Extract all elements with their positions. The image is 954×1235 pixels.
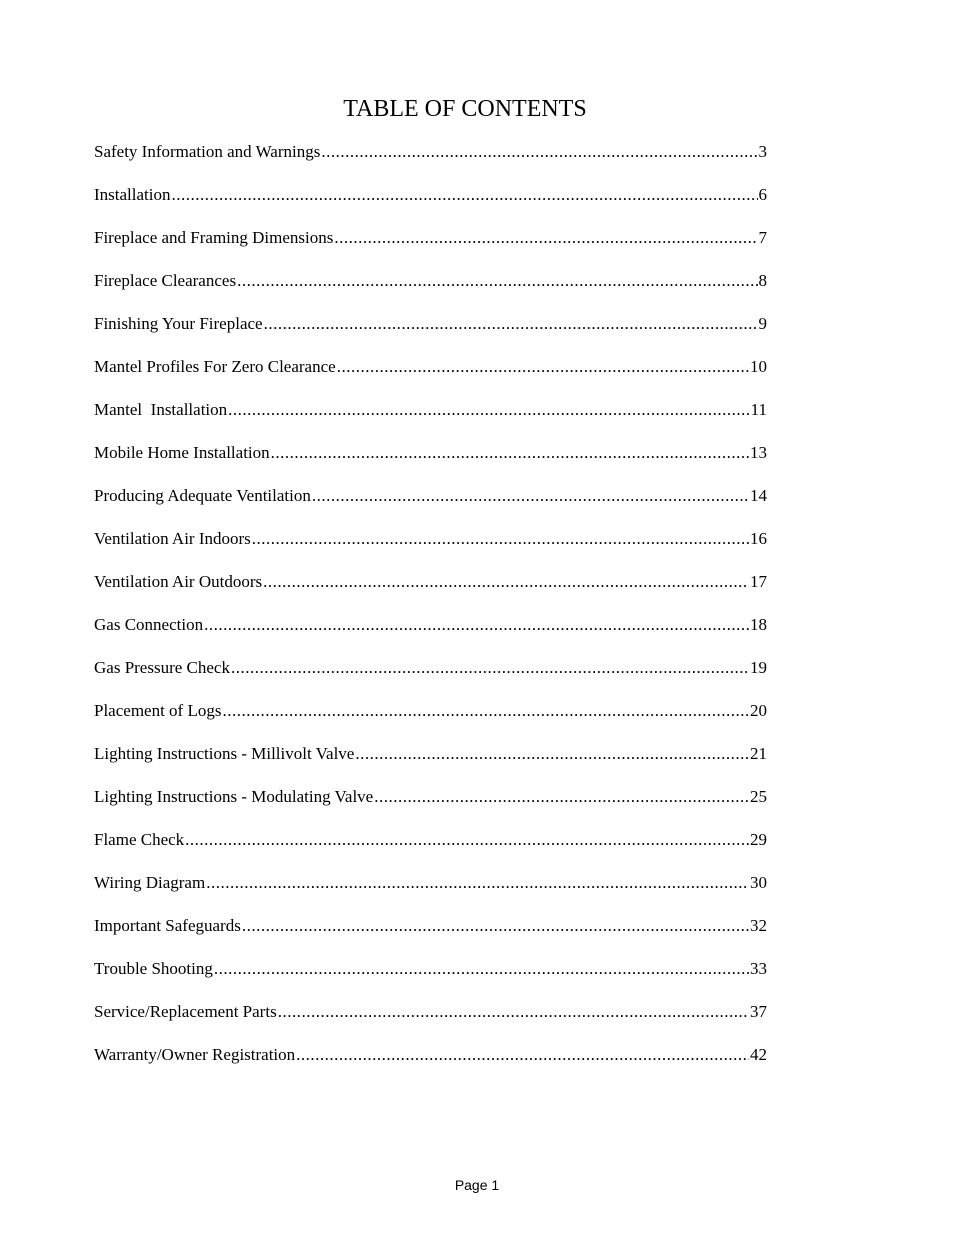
toc-entry-title: Fireplace Clearances [94, 271, 237, 290]
toc-dot-leader [334, 226, 757, 250]
toc-dot-leader [264, 312, 758, 336]
toc-entry[interactable] [94, 312, 767, 355]
page-number-footer: Page 1 [454, 1177, 500, 1193]
toc-dot-leader [355, 742, 749, 766]
toc-entry[interactable] [94, 742, 767, 785]
toc-entry-title: Mantel Profiles For Zero Clearance [94, 357, 336, 376]
toc-entry-title: Safety Information and Warnings [94, 142, 321, 161]
toc-entry[interactable] [94, 613, 767, 656]
toc-entry-title: Warranty/Owner Registration [94, 1045, 296, 1064]
toc-entry[interactable] [94, 398, 767, 441]
toc-entry-page: 14 [750, 486, 767, 505]
toc-entry[interactable] [94, 656, 767, 699]
toc-entry-page: 10 [750, 357, 767, 376]
toc-entry-title: Mobile Home Installation [94, 443, 270, 462]
toc-entry-page: 19 [750, 658, 767, 677]
toc-entry[interactable] [94, 269, 767, 312]
toc-entry-page: 25 [750, 787, 767, 806]
toc-entry-title: Service/Replacement Parts [94, 1002, 277, 1021]
toc-entry[interactable] [94, 527, 767, 570]
toc-dot-leader [278, 1000, 749, 1024]
toc-entry[interactable] [94, 1043, 767, 1086]
toc-dot-leader [206, 871, 749, 895]
toc-entry-page: 33 [750, 959, 767, 978]
toc-dot-leader [214, 957, 749, 981]
toc-entry[interactable] [94, 957, 767, 1000]
toc-entry-page: 11 [750, 400, 767, 419]
toc-dot-leader [185, 828, 749, 852]
toc-entry[interactable] [94, 441, 767, 484]
toc-dot-leader [263, 570, 749, 594]
toc-entry[interactable] [94, 140, 767, 183]
toc-entry-title: Fireplace and Framing Dimensions [94, 228, 334, 247]
toc-entry-page: 3 [758, 142, 767, 161]
table-of-contents [94, 140, 767, 1086]
toc-dot-leader [271, 441, 749, 465]
toc-dot-leader [252, 527, 749, 551]
toc-entry[interactable] [94, 914, 767, 957]
toc-entry-page: 30 [750, 873, 767, 892]
toc-dot-leader [237, 269, 757, 293]
toc-dot-leader [242, 914, 749, 938]
toc-entry-title: Flame Check [94, 830, 185, 849]
toc-entry-page: 16 [750, 529, 767, 548]
toc-dot-leader [222, 699, 749, 723]
toc-entry[interactable] [94, 484, 767, 527]
toc-entry-page: 18 [750, 615, 767, 634]
toc-entry[interactable] [94, 570, 767, 613]
toc-entry-title: Placement of Logs [94, 701, 222, 720]
toc-entry[interactable] [94, 785, 767, 828]
toc-entry-title: Gas Pressure Check [94, 658, 230, 677]
toc-dot-leader [171, 183, 757, 207]
toc-entry-page: 32 [750, 916, 767, 935]
toc-entry-page: 8 [758, 271, 767, 290]
toc-entry-page: 42 [750, 1045, 767, 1064]
toc-entry-page: 29 [750, 830, 767, 849]
toc-entry-title: Ventilation Air Indoors [94, 529, 251, 548]
toc-entry-title: Important Safeguards [94, 916, 241, 935]
toc-entry[interactable] [94, 355, 767, 398]
toc-dot-leader [204, 613, 749, 637]
toc-dot-leader [321, 140, 757, 164]
toc-dot-leader [228, 398, 749, 422]
toc-entry-page: 6 [758, 185, 767, 204]
toc-entry-page: 9 [758, 314, 767, 333]
toc-entry-page: 13 [750, 443, 767, 462]
toc-entry-title: Ventilation Air Outdoors [94, 572, 263, 591]
toc-entry-title: Mantel Installation [94, 400, 228, 419]
toc-entry-page: 21 [750, 744, 767, 763]
toc-dot-leader [296, 1043, 749, 1067]
toc-entry-page: 7 [758, 228, 767, 247]
toc-entry-title: Installation [94, 185, 171, 204]
toc-entry-title: Lighting Instructions - Modulating Valve [94, 787, 374, 806]
toc-entry-title: Lighting Instructions - Millivolt Valve [94, 744, 355, 763]
toc-entry[interactable] [94, 699, 767, 742]
toc-entry[interactable] [94, 226, 767, 269]
toc-entry[interactable] [94, 828, 767, 871]
page-title: TABLE OF CONTENTS [343, 96, 587, 122]
toc-entry[interactable] [94, 1000, 767, 1043]
toc-entry-title: Finishing Your Fireplace [94, 314, 263, 333]
toc-entry-page: 37 [750, 1002, 767, 1021]
toc-entry-title: Gas Connection [94, 615, 204, 634]
toc-entry[interactable] [94, 871, 767, 914]
toc-dot-leader [231, 656, 749, 680]
toc-entry-title: Producing Adequate Ventilation [94, 486, 311, 505]
toc-entry-page: 20 [750, 701, 767, 720]
toc-entry[interactable] [94, 183, 767, 226]
toc-entry-page: 17 [750, 572, 767, 591]
toc-dot-leader [337, 355, 749, 379]
toc-dot-leader [312, 484, 749, 508]
toc-entry-title: Trouble Shooting [94, 959, 213, 978]
toc-entry-title: Wiring Diagram [94, 873, 206, 892]
toc-dot-leader [374, 785, 749, 809]
